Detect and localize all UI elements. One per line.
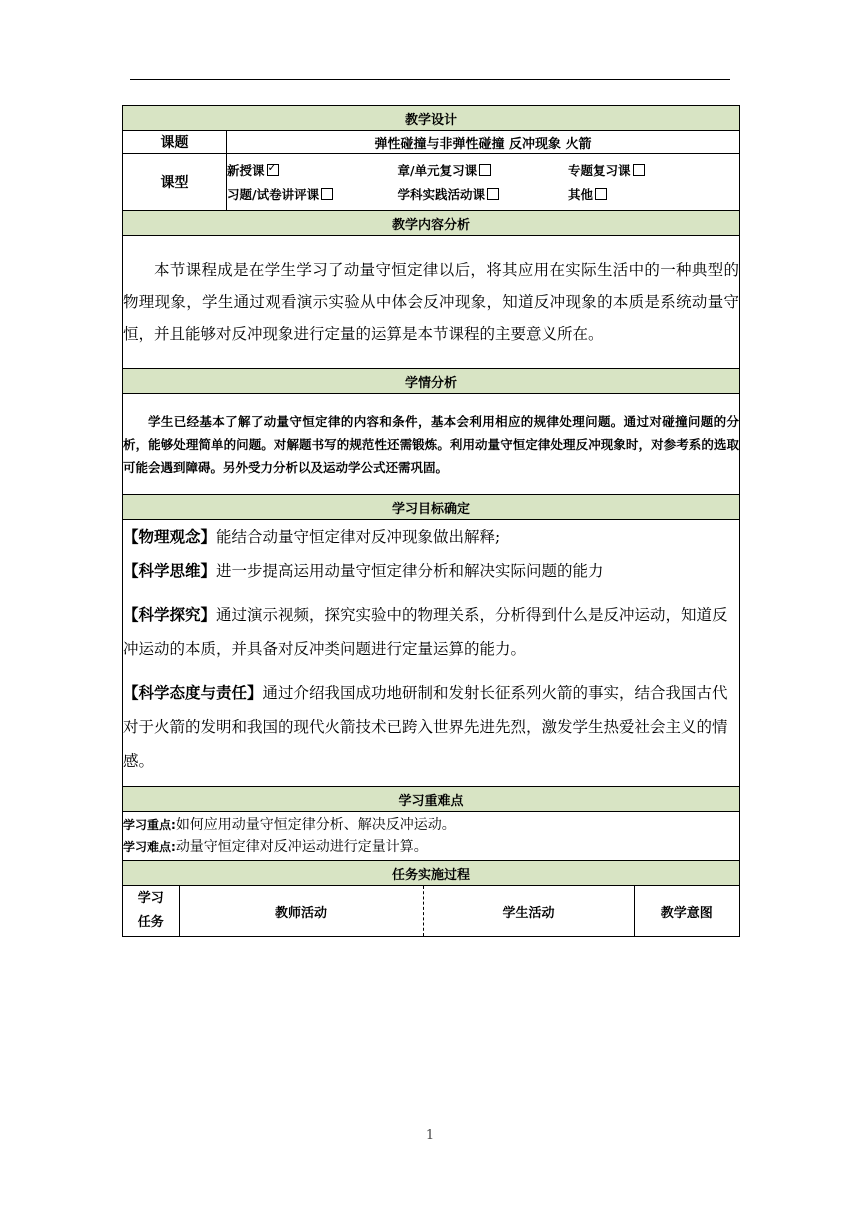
topic-label: 课题	[123, 131, 227, 154]
col-intent: 教学意图	[660, 905, 713, 921]
section-header-design: 教学设计	[123, 106, 740, 131]
goal-item: 【科学思维】进一步提高运用动量守恒定律分析和解决实际问题的能力	[123, 562, 604, 580]
section-header-key-points: 学习重难点	[123, 787, 740, 812]
content-analysis-text: 本节课程成是在学生学习了动量守恒定律以后，将其应用在实际生活中的一种典型的物理现象，学生通过观看演示实验从中体会反冲现象，知道反冲现象的本质是系统动量守恒，并且能够对反冲现象进行定量的运算是本节课程的主要意义所在。	[123, 236, 740, 369]
page-number: 1	[425, 1128, 435, 1143]
option-topic-review[interactable]: 专题复习课	[568, 161, 739, 179]
process-columns	[123, 886, 739, 936]
checkbox-icon[interactable]	[595, 188, 607, 200]
section-header-goals: 学习目标确定	[123, 495, 740, 520]
goals-list	[123, 520, 740, 787]
goal-item: 【科学探究】通过演示视频，探究实验中的物理关系，分析得到什么是反冲运动，知道反冲运动的本质，并具备对反冲类问题进行定量运算的能力。	[123, 606, 728, 658]
student-analysis-text: 学生已经基本了解了动量守恒定律的内容和条件，基本会利用相应的规律处理问题。通过对碰撞问题的分析，能够处理简单的问题。对解题书写的规范性还需锻炼。利用动量守恒定律处理反冲现象时，对参考系的选取可能会遇到障碍。另外受力分析以及运动学公式还需巩固。	[123, 394, 740, 495]
lesson-type-options	[227, 154, 740, 211]
focus-line: 学习重点:如何应用动量守恒定律分析、解决反冲运动。	[123, 817, 456, 833]
lesson-type-label: 课型	[123, 154, 227, 211]
difficulty-line: 学习难点:动量守恒定律对反冲运动进行定量计算。	[123, 839, 428, 855]
process-header-row	[123, 886, 740, 937]
checkbox-icon[interactable]	[479, 164, 491, 176]
checkbox-icon[interactable]	[321, 188, 333, 200]
col-teacher: 教师活动	[179, 886, 423, 936]
goal-item: 【科学态度与责任】通过介绍我国成功地研制和发射长征系列火箭的事实，结合我国古代对于火箭的发明和我国的现代火箭技术已跨入世界先进先烈，激发学生热爱社会主义的情感。	[123, 684, 728, 770]
topic-value: 弹性碰撞与非弹性碰撞 反冲现象 火箭	[227, 131, 740, 154]
checkbox-icon[interactable]	[487, 188, 499, 200]
col-student: 学生活动	[423, 886, 634, 936]
option-unit-review[interactable]: 章/单元复习课	[398, 161, 569, 179]
section-header-process: 任务实施过程	[123, 861, 740, 886]
option-new-lesson[interactable]: 新授课 ✓	[227, 161, 398, 179]
goal-item: 【物理观念】能结合动量守恒定律对反冲现象做出解释;	[123, 528, 501, 546]
checkbox-icon[interactable]	[633, 164, 645, 176]
checked-box-icon[interactable]	[267, 164, 279, 176]
option-other[interactable]: 其他	[568, 185, 739, 203]
key-points-block	[123, 812, 740, 861]
col-task: 学习 任务	[123, 886, 179, 936]
lesson-plan-table	[122, 105, 740, 937]
section-header-students: 学情分析	[123, 369, 740, 394]
option-practice-activity[interactable]: 学科实践活动课	[398, 185, 569, 203]
section-header-content: 教学内容分析	[123, 211, 740, 236]
header-rule	[130, 79, 730, 80]
option-exercise-review[interactable]: 习题/试卷讲评课	[227, 185, 398, 203]
